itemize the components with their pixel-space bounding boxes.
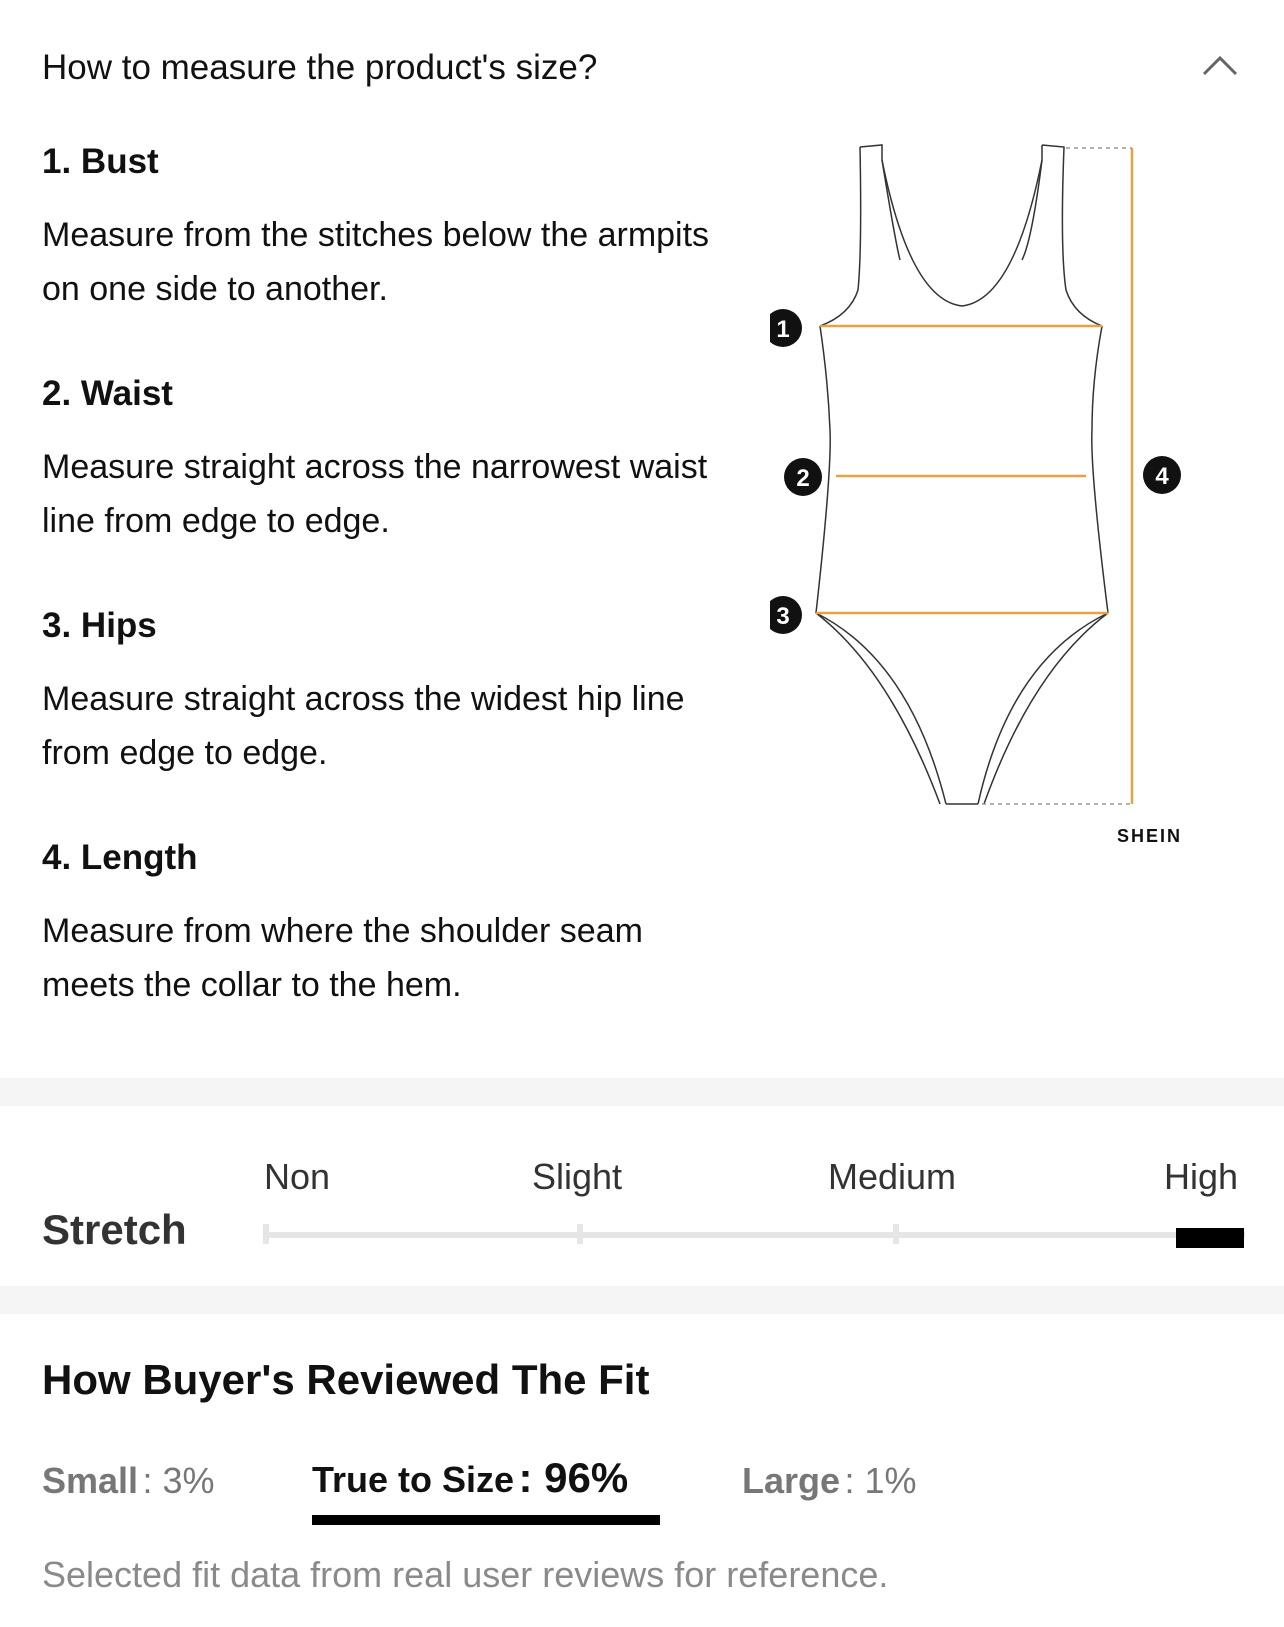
marker-hips	[770, 596, 802, 634]
fit-title: How Buyer's Reviewed The Fit	[42, 1356, 650, 1403]
marker-label: 1	[776, 316, 790, 343]
marker-length	[1143, 456, 1181, 494]
marker-label: 3	[776, 603, 790, 630]
section-divider	[0, 1286, 1284, 1314]
brand-logo: SHEIN	[1116, 826, 1182, 846]
measure-lines	[816, 148, 1132, 804]
step-title: 4. Length	[42, 838, 198, 877]
step-title: 1. Bust	[42, 142, 159, 181]
fit-tab-name: True to Size	[312, 1459, 515, 1500]
fit-tab-large[interactable]	[742, 1460, 917, 1530]
fit-tab-value: : 3%	[142, 1460, 215, 1501]
fit-review-section	[0, 1314, 1284, 1627]
fit-tab-name: Small	[42, 1460, 139, 1501]
stretch-section	[0, 1106, 1284, 1286]
step-bust	[42, 140, 742, 316]
stretch-tick	[577, 1224, 583, 1244]
step-description: Measure from where the shoulder seam meets the collar to the hem.	[42, 912, 643, 1004]
stretch-level-non: Non	[264, 1156, 331, 1197]
accordion-title: How to measure the product's size?	[42, 48, 598, 87]
stretch-level-medium: Medium	[828, 1156, 957, 1197]
fit-note: Selected fit data from real user reviews for reference.	[42, 1554, 889, 1595]
step-hips	[42, 604, 742, 780]
stretch-tick	[893, 1224, 899, 1244]
stretch-selected-fill	[1176, 1228, 1244, 1248]
measure-accordion-header[interactable]	[42, 44, 1242, 94]
fit-tab-name: Large	[742, 1460, 841, 1501]
stretch-label: Stretch	[42, 1206, 187, 1253]
step-length	[42, 836, 742, 1012]
swimsuit-measure-diagram	[770, 130, 1250, 890]
fit-tab-value: : 96%	[518, 1454, 629, 1501]
fit-tab-true-to-size[interactable]	[312, 1454, 628, 1524]
measure-steps	[42, 140, 742, 1012]
stretch-track	[265, 1232, 1245, 1238]
marker-label: 2	[796, 465, 810, 492]
stretch-level-high: High	[1164, 1156, 1239, 1197]
swimsuit-outline	[816, 145, 1108, 804]
marker-label: 4	[1155, 463, 1169, 490]
step-description: Measure from the stitches below the armpits on one side to another.	[42, 216, 710, 308]
stretch-tick	[263, 1224, 269, 1244]
step-description: Measure straight across the widest hip line from edge to edge.	[42, 680, 685, 772]
step-title: 3. Hips	[42, 606, 157, 645]
step-waist	[42, 372, 742, 548]
marker-bust	[770, 309, 802, 347]
step-title: 2. Waist	[42, 374, 173, 413]
step-description: Measure straight across the narrowest waist line from edge to edge.	[42, 448, 708, 540]
marker-waist	[784, 458, 822, 496]
fit-tab-value: : 1%	[844, 1460, 917, 1501]
section-divider	[0, 1078, 1284, 1106]
fit-tab-active-underline	[312, 1515, 660, 1525]
fit-tab-small[interactable]	[42, 1460, 215, 1530]
chevron-up-icon[interactable]	[1200, 46, 1240, 86]
stretch-level-slight: Slight	[532, 1156, 623, 1197]
